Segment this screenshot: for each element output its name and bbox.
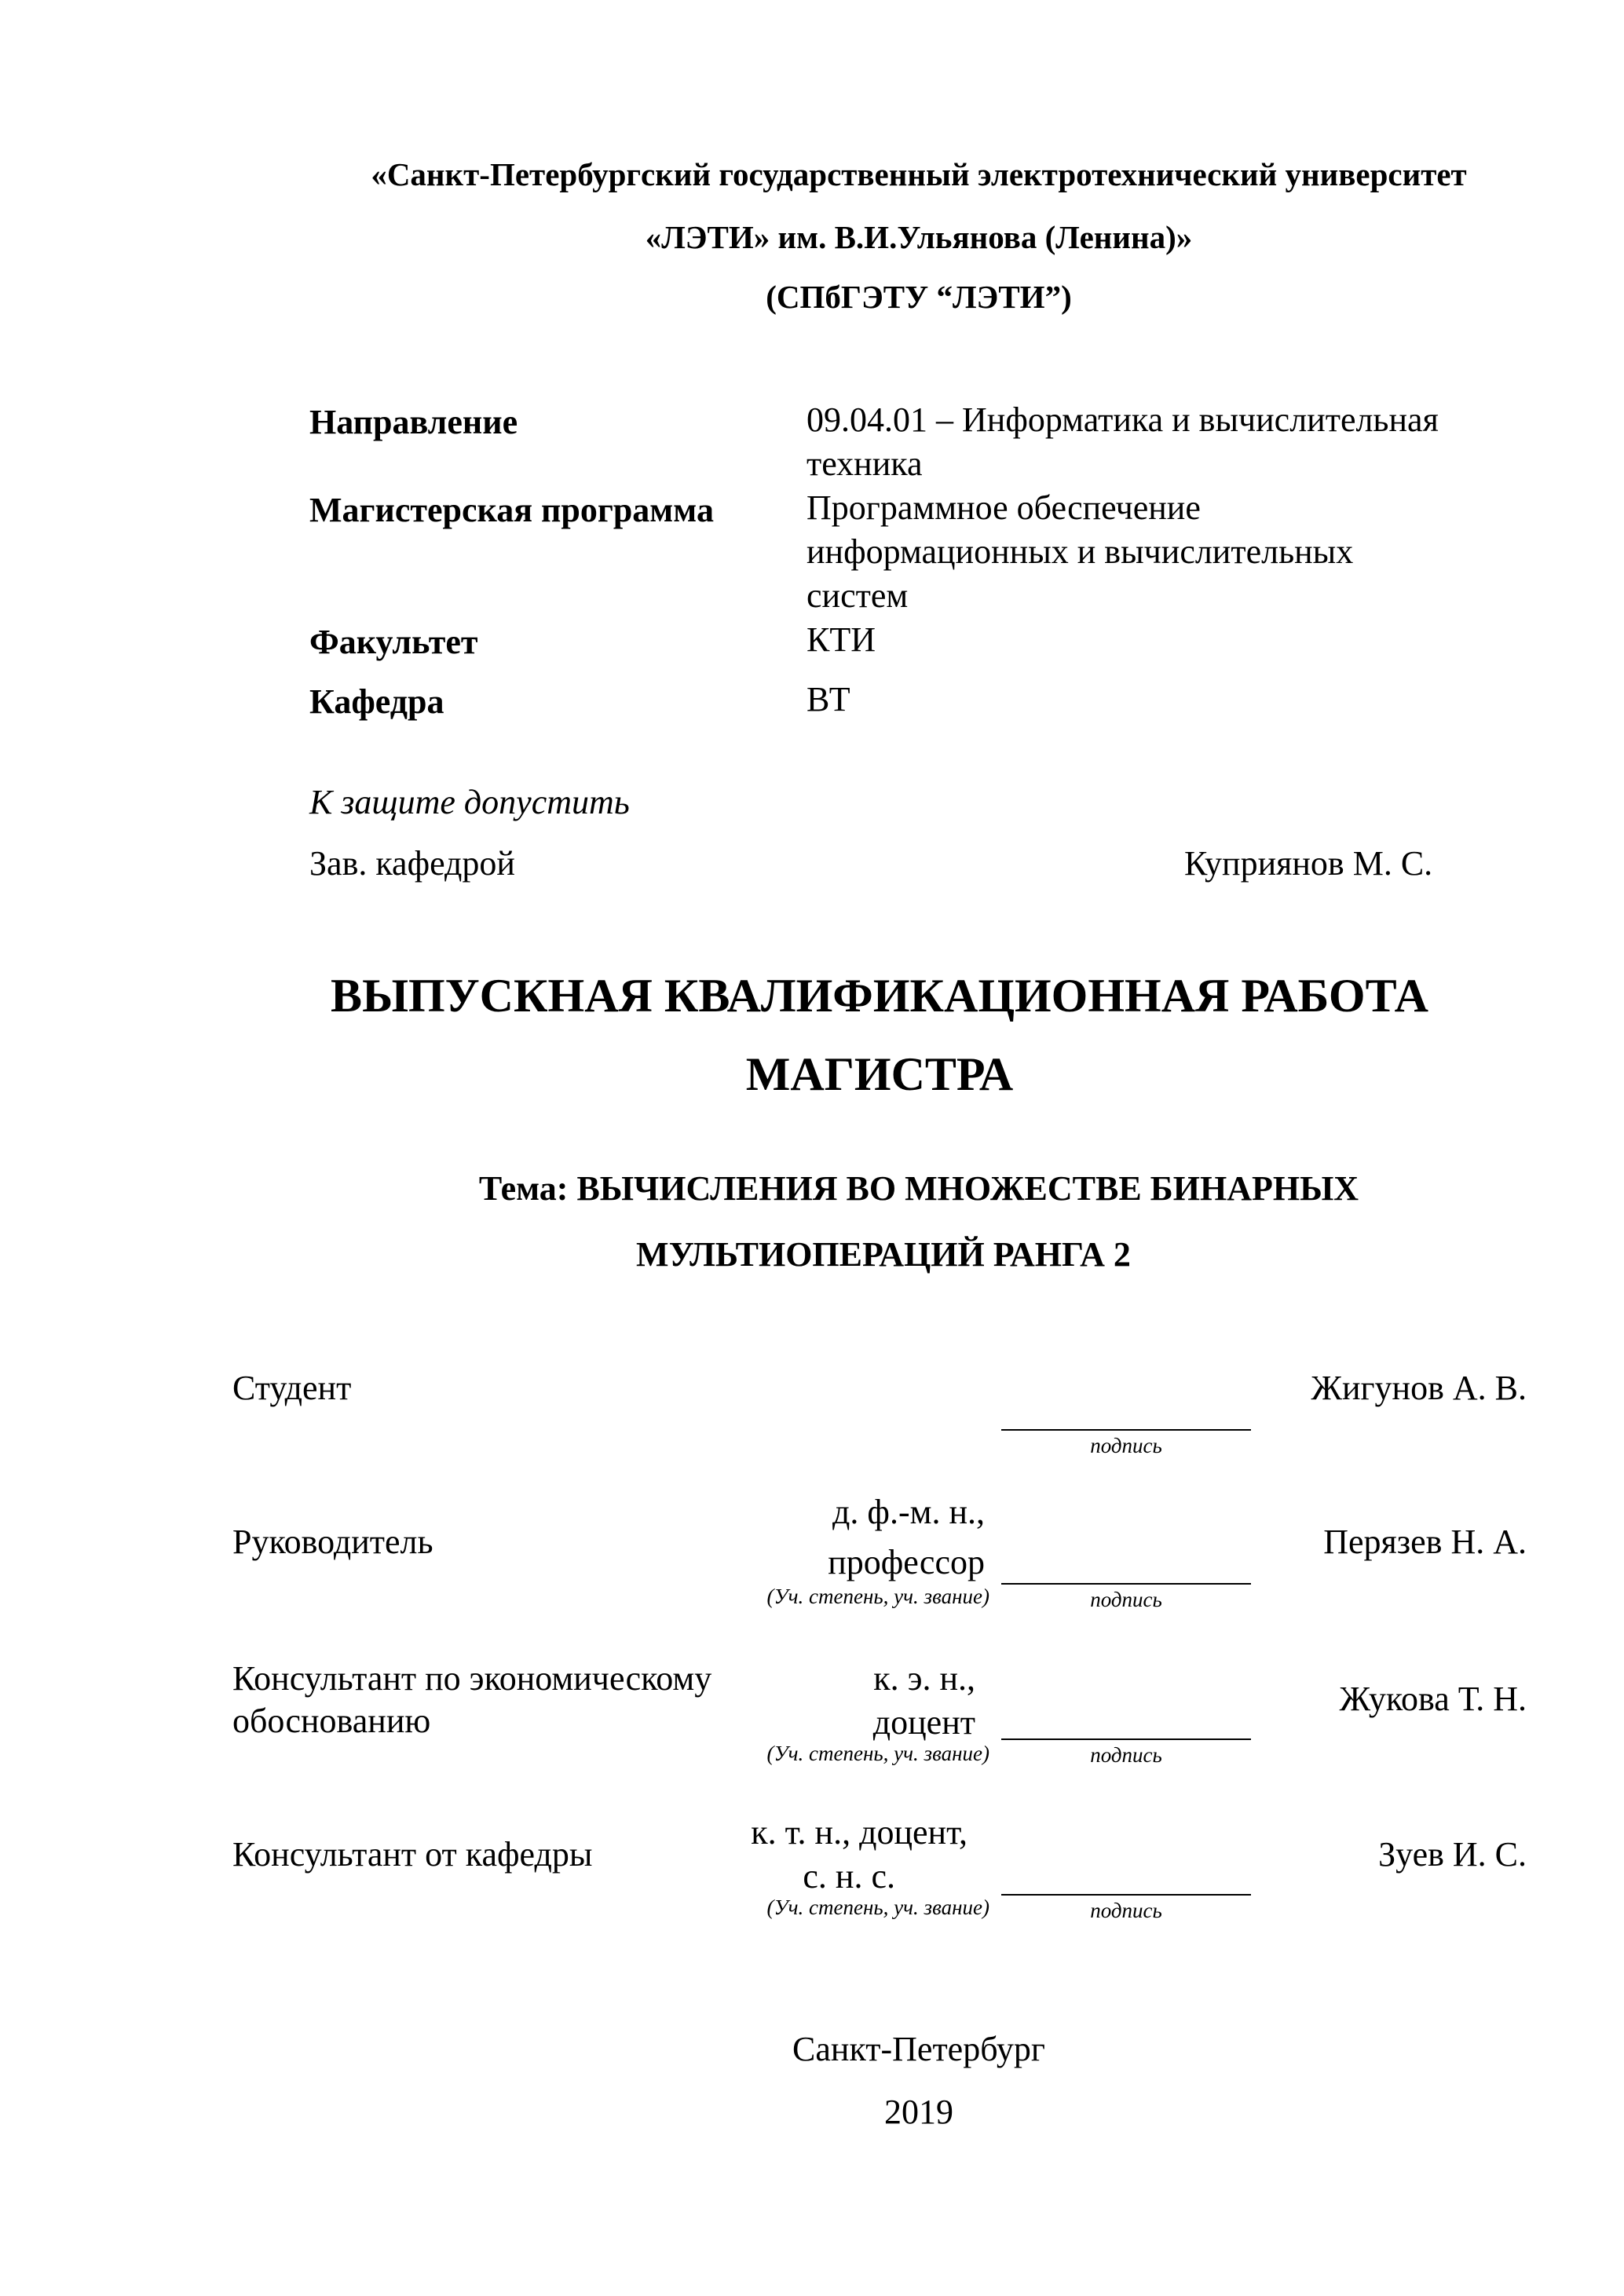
city: Санкт-Петербург (792, 2030, 1045, 2068)
admit-to-defense: К защите допустить (309, 783, 630, 821)
program-value (807, 486, 1353, 618)
direction-value-line1: 09.04.01 – Информатика и вычислительная (807, 400, 1439, 439)
faculty-label: Факультет (309, 623, 478, 661)
university-name-line1: «Санкт-Петербургский государственный электротехнический университет (371, 156, 1467, 192)
econ-consultant-signature-caption: подпись (1090, 1743, 1162, 1767)
econ-consultant-signature-line (1001, 1738, 1251, 1740)
student-name: Жигунов А. В. (1311, 1369, 1527, 1407)
program-value-line2: информационных и вычислительных (807, 532, 1354, 571)
university-abbreviation: (СПбГЭТУ “ЛЭТИ”) (766, 279, 1072, 315)
dept-consultant-degree-line1: к. т. н., доцент, (751, 1813, 967, 1852)
supervisor-signature-line (1001, 1583, 1251, 1585)
student-label: Студент (232, 1369, 352, 1407)
work-title-line1: ВЫПУСКНАЯ КВАЛИФИКАЦИОННАЯ РАБОТА (331, 970, 1428, 1022)
program-label: Магистерская программа (309, 491, 714, 529)
student-signature-caption: подпись (1090, 1434, 1162, 1457)
dept-consultant-name: Зуев И. С. (1378, 1835, 1527, 1874)
head-of-department-name: Куприянов М. С. (1184, 844, 1433, 883)
dept-consultant-signature-line (1001, 1894, 1251, 1896)
supervisor-label: Руководитель (232, 1523, 433, 1561)
program-value-line1: Программное обеспечение (807, 488, 1201, 527)
econ-consultant-name: Жукова Т. Н. (1339, 1680, 1527, 1718)
direction-value-line2: техника (807, 444, 923, 483)
dept-consultant-label: Консультант от кафедры (232, 1835, 593, 1874)
work-title-line2: МАГИСТРА (745, 1048, 1014, 1100)
supervisor-signature-caption: подпись (1090, 1588, 1162, 1611)
program-value-line3: систем (807, 576, 909, 615)
dept-consultant-degree-line2: с. н. с. (803, 1857, 895, 1896)
direction-value (807, 398, 1439, 486)
university-name-line2: «ЛЭТИ» им. В.И.Ульянова (Ленина)» (645, 219, 1193, 255)
econ-consultant-label-line1: Консультант по экономическому (232, 1659, 712, 1698)
econ-consultant-degree-line1: к. э. н., (873, 1659, 975, 1698)
head-of-department-label: Зав. кафедрой (309, 844, 515, 883)
year: 2019 (884, 2093, 953, 2131)
supervisor-degree-caption: (Уч. степень, уч. звание) (766, 1585, 989, 1608)
supervisor-degree-line2: профессор (828, 1543, 985, 1581)
dept-consultant-degree-caption: (Уч. степень, уч. звание) (766, 1896, 989, 1919)
econ-consultant-degree-caption: (Уч. степень, уч. звание) (766, 1742, 989, 1765)
supervisor-name: Перязев Н. А. (1323, 1523, 1527, 1561)
faculty-value: КТИ (807, 620, 876, 659)
supervisor-degree-line1: д. ф.-м. н., (832, 1493, 985, 1531)
theme-line2: МУЛЬТИОПЕРАЦИЙ РАНГА 2 (636, 1235, 1131, 1274)
department-value: ВТ (807, 680, 850, 718)
direction-label: Направление (309, 403, 518, 441)
student-signature-line (1001, 1429, 1251, 1431)
department-label: Кафедра (309, 682, 444, 721)
dept-consultant-signature-caption: подпись (1090, 1899, 1162, 1922)
econ-consultant-label-line2: обоснованию (232, 1702, 431, 1740)
econ-consultant-degree-line2: доцент (872, 1703, 975, 1742)
theme-line1: Тема: ВЫЧИСЛЕНИЯ ВО МНОЖЕСТВЕ БИНАРНЫХ (478, 1169, 1359, 1208)
